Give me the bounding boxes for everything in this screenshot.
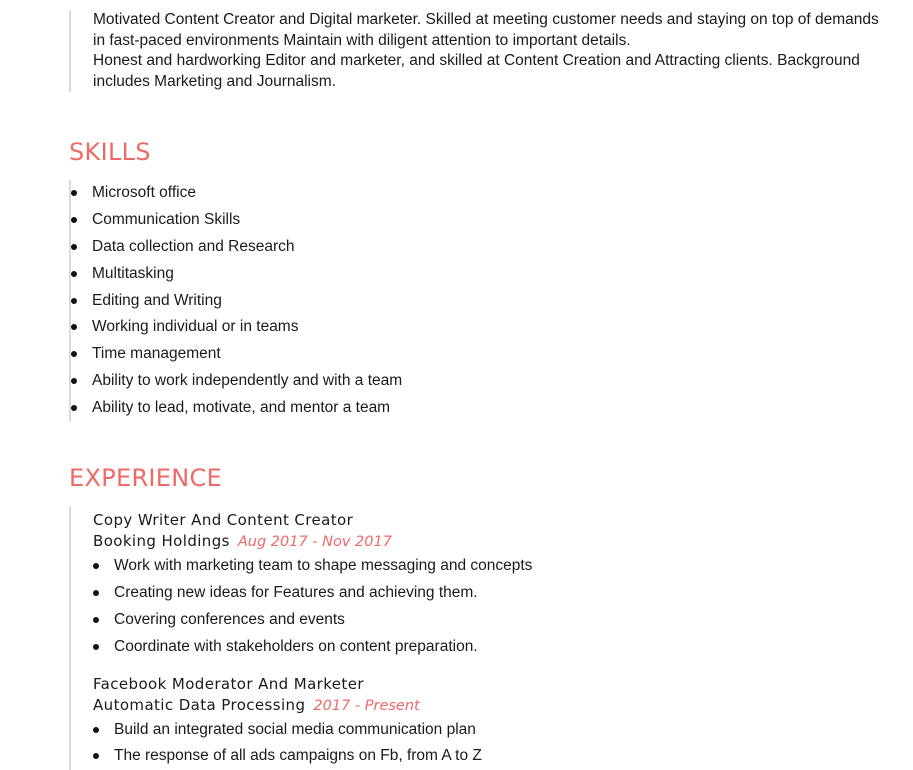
- job-title: Facebook Moderator And Marketer: [93, 674, 364, 693]
- job-bullet: Coordinate with stakeholders on content preparation.: [93, 634, 532, 661]
- skills-list: [71, 180, 402, 422]
- job-bullet-list: [93, 553, 532, 661]
- skill-item: Communication Skills: [71, 207, 402, 234]
- skill-item: Editing and Writing: [71, 288, 402, 315]
- job-dates: 2017 - Present: [313, 697, 420, 714]
- summary-paragraph-2: Honest and hardworking Editor and marketer, and skilled at Content Creation and Attracting clients. Background includes Marketing and Journalism.: [93, 52, 860, 90]
- job-bullet: The response of all ads campaigns on Fb, from A to Z: [93, 743, 532, 770]
- skill-item: Multitasking: [71, 261, 402, 288]
- job-company-line: [93, 695, 532, 717]
- skill-item: Time management: [71, 341, 402, 368]
- job-bullet-list: [93, 717, 532, 770]
- experience-section: [69, 506, 532, 770]
- job-bullet: Work with marketing team to shape messaging and concepts: [93, 553, 532, 580]
- job-entry: [93, 510, 532, 661]
- job-dates: Aug 2017 - Nov 2017: [237, 534, 392, 550]
- job-title: Copy Writer And Content Creator: [93, 511, 354, 529]
- summary-section: [69, 10, 893, 92]
- skill-item: Working individual or in teams: [71, 314, 402, 341]
- experience-heading: EXPERIENCE: [69, 464, 223, 492]
- skill-item: Data collection and Research: [71, 234, 402, 261]
- job-bullet: Creating new ideas for Features and achieving them.: [93, 580, 532, 607]
- job-company: Automatic Data Processing: [93, 695, 306, 714]
- job-entry: [93, 674, 532, 770]
- job-company: Booking Holdings: [93, 532, 230, 550]
- skills-section: [69, 180, 402, 422]
- job-company-line: [93, 531, 532, 553]
- job-bullet: Covering conferences and events: [93, 607, 532, 634]
- skill-item: Ability to lead, motivate, and mentor a team: [71, 395, 402, 422]
- skills-heading: SKILLS: [69, 138, 151, 166]
- skill-item: Ability to work independently and with a team: [71, 368, 402, 395]
- skill-item: Microsoft office: [71, 180, 402, 207]
- summary-paragraph-1: Motivated Content Creator and Digital marketer. Skilled at meeting customer needs and staying on top of demands in fast-paced environments Maintain with diligent attention to important details.: [93, 11, 879, 49]
- job-bullet: Build an integrated social media communication plan: [93, 717, 532, 744]
